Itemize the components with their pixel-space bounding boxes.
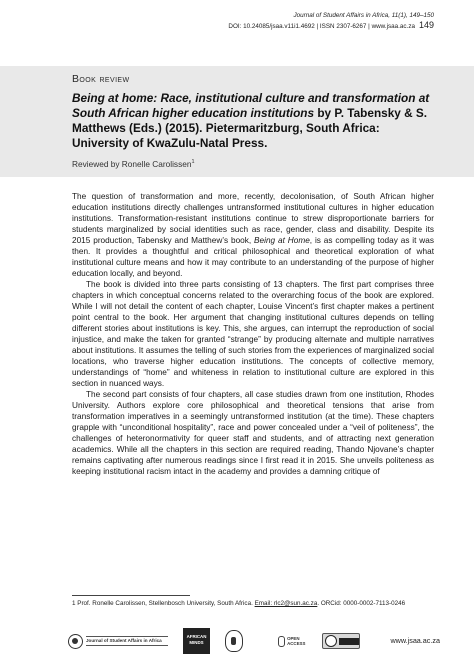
journal-logo-text [86, 635, 168, 647]
book-details: by P. Tabensky & S. Matthews (Eds.) (2015). Pietermaritzburg, South Africa: University of KwaZulu-Natal Press. [72, 106, 428, 150]
doi-line [228, 21, 434, 32]
page-number: 149 [418, 19, 434, 30]
reviewer-byline [72, 159, 195, 169]
creative-commons-badge [322, 633, 360, 649]
page-footer [68, 628, 440, 654]
book-title: Being at home: Race, institutional culture and transformation at South African higher education institutions [72, 91, 430, 120]
cc-license-bar [339, 638, 359, 645]
footnote-rule [72, 595, 190, 596]
cc-circle-icon [325, 635, 337, 647]
african-minds-logo [183, 628, 210, 654]
paragraph-1 [72, 191, 434, 279]
footnote-orcid: . ORCid: 0000-0002-7113-0246 [317, 600, 406, 607]
footer-website-link[interactable]: www.jsaa.ac.za [390, 636, 440, 645]
paragraph-1-text-a: The question of transformation and more, recently, decolonisation, of South African higher education institutions directly challenges untransformed institutional cultures in higher education institutions. Transformation-resistant institutions continue to strew disproportionate barriers for students marginalized by social identities such as race, gender, class and disability. Despite its 2015 production, Tabensky and Matthew’s book, [72, 192, 434, 245]
journal-citation: Journal of Student Affairs in Africa, 11(1), 149–150 [293, 12, 434, 19]
university-seal-icon [225, 630, 243, 652]
footnote-email-link[interactable]: Email: rlc2@sun.ac.za [254, 600, 318, 607]
article-body [72, 191, 434, 477]
journal-logo [68, 631, 168, 651]
paragraph-1-text-b: , is as compelling today as it was then. It provides a thoughtful and critical philosophical and theoretical exploration of what institutional culture means and how it may contribute to an understanding of the purpose of higher education locally, and beyond. [72, 236, 434, 278]
journal-crest-icon [68, 634, 83, 649]
logo-bar-bottom [86, 645, 168, 646]
open-access-logo [278, 632, 314, 650]
african-minds-line1: AFRICAN [186, 634, 207, 639]
section-kicker: Book review [72, 73, 130, 85]
footnote-text: 1 Prof. Ronelle Carolissen, Stellenbosch University, South Africa. [72, 600, 255, 607]
paragraph-2: The book is divided into three parts consisting of 13 chapters. The first part comprises three chapters in which conceptual concerns related to the overarching focus of the book are explored. While I will not detail the content of each chapter, Louise Vincent’s first chapter makes a pertinent point central to the book. Her argument that changing institutional cultures depends on telling different stories about institutions is key. This, she argues, can interrupt the reproduction of social injustice, and make the taken for granted “strange” by producing alternate and multiple narratives about institutions. It assumes the telling of such stories from the experiences of marginalized social locations, who traverse higher education institutions. The concepts of collective memory, understandings of “home” and whiteness in relation to institutional culture are explored in this section in nuanced ways. [72, 280, 434, 388]
footnote [72, 599, 434, 608]
african-minds-line2: MINDS [189, 639, 204, 645]
logo-bar-top [86, 636, 168, 637]
paragraph-1-book-title: Being at Home [254, 236, 310, 245]
running-header [228, 12, 434, 31]
reviewer-name: Reviewed by Ronelle Carolissen [72, 159, 192, 169]
doi-text: DOI: 10.24085/jsaa.v11i1.4692 | ISSN 2307-6267 | www.jsaa.ac.za [228, 22, 415, 30]
open-access-lock-icon [278, 636, 285, 647]
open-access-label: OPEN ACCESS [287, 636, 306, 646]
footnote-marker: 1 [191, 159, 195, 166]
paragraph-3: The second part consists of four chapters, all case studies drawn from one institution, Rhodes University. Authors explore core philosophical and theoretical tensions that arise from transformation imperatives in a seemingly untransformed institution (at the time). These chapters grapple with “unconditional hospitality”, race and power concealed under a “veil of politeness”, the challenges of heteronormativity for queer staff and students, and of attracting next generation academics. While all the chapters in this section are required reading, Thando Njovane’s chapter remains captivating after numerous readings since I first read it in 2015. She unveils politeness as keeping institutional racism intact in the academy and provides a damning critique of [72, 390, 434, 476]
journal-logo-name: Journal of Student Affairs in Africa [86, 638, 162, 644]
review-title [72, 91, 432, 151]
